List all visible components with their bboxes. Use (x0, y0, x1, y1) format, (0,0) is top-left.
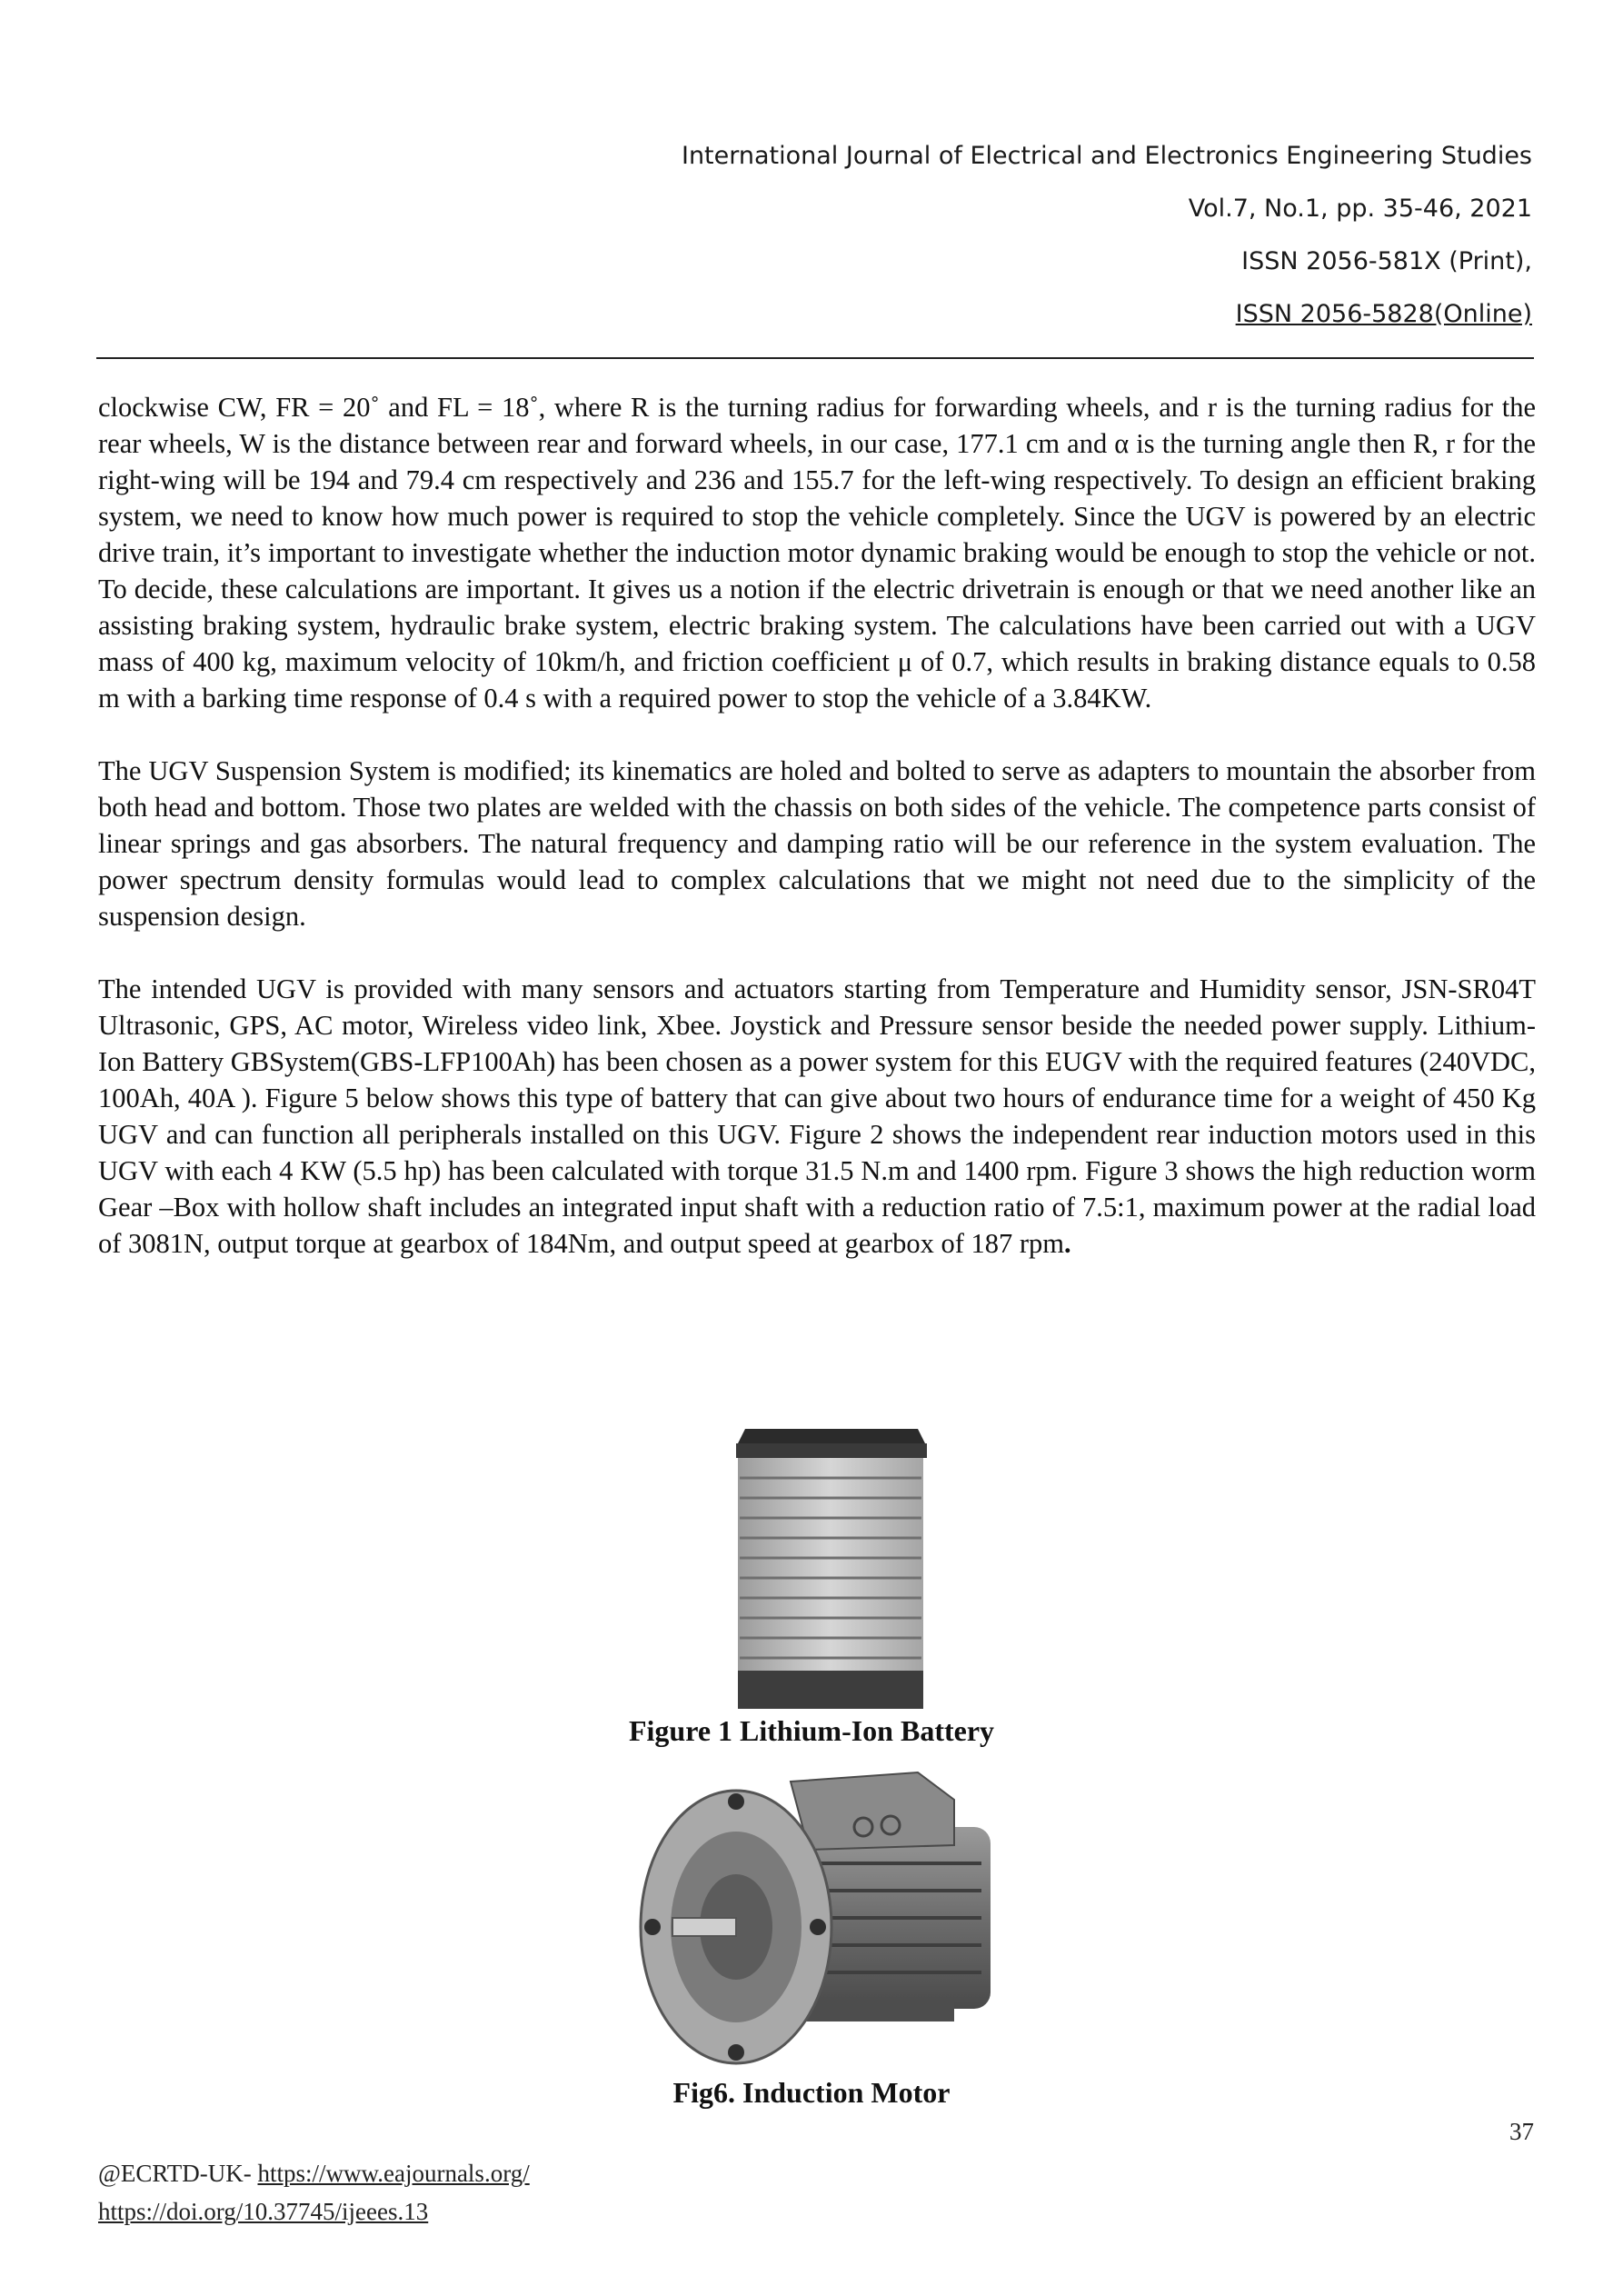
issn-print: ISSN 2056-581X (Print), (1241, 247, 1532, 275)
issn-online: ISSN 2056-5828(Online) (1235, 300, 1532, 328)
journal-header (682, 136, 1532, 347)
footer-line-2 (98, 2192, 530, 2231)
paragraph-braking: clockwise CW, FR = 20˚ and FL = 18˚, where R is the turning radius for forwarding wheels, and r is the turning radius for the rear wheels, W is the distance between rear and forward wheels, in our case, 177.1 cm and α is the turning angle then R, r for the right-wing will be 194 and 79.4 cm respectively and 236 and 155.7 for the left-wing respectively. To design an efficient braking system, we need to know how much power is required to stop the vehicle completely. Since the UGV is powered by an electric drive train, it’s important to investigate whether the induction motor dynamic braking would be enough to stop the vehicle or not. To decide, these calculations are important. It gives us a notion if the electric drivetrain is enough or that we need another like an assisting braking system, hydraulic brake system, electric braking system. The calculations have been carried out with a UGV mass of 400 kg, maximum velocity of 10km/h, and friction coefficient μ of 0.7, which results in braking distance equals to 0.58 m with a barking time response of 0.4 s with a required power to stop the vehicle of a 3.84KW. (98, 392, 1536, 714)
journal-volume: Vol.7, No.1, pp. 35-46, 2021 (1188, 195, 1532, 223)
paragraph-suspension: The UGV Suspension System is modified; its kinematics are holed and bolted to serve as adapters to mountain the absorber from both head and bottom. Those two plates are welded with the chassis on both sides of the vehicle. The competence parts consist of linear springs and gas absorbers. The natural frequency and damping ratio will be our reference in the system evaluation. The power spectrum density formulas would lead to complex calculations that we might not need due to the simplicity of the suspension design. (98, 755, 1536, 932)
figure2-caption: Fig6. Induction Motor (672, 2076, 951, 2109)
paragraph-sensors-text: The intended UGV is provided with many sensors and actuators starting from Temperature and Humidity sensor, JSN-SR04T Ultrasonic, GPS, AC motor, Wireless video link, Xbee. Joystick and Pressure sensor beside the needed power supply. Lithium-Ion Battery GBSystem(GBS-LFP100Ah) has been chosen as a power system for this EUGV with the required features (240VDC, 100Ah, 40A ). Figure 5 below shows this type of battery that can give about two hours of endurance time for a weight of 450 Kg UGV and can function all peripherals installed on this UGV. Figure 2 shows the independent rear induction motors used in this UGV with each 4 KW (5.5 hp) has been calculated with torque 31.5 N.m and 1400 rpm. Figure 3 shows the high reduction worm Gear –Box with hollow shaft includes an integrated input shaft with a reduction ratio of 7.5:1, maximum power at the radial load of 3081N, output torque at gearbox of 184Nm, and output speed at gearbox of 187 rpm (98, 973, 1536, 1259)
journal-website-link[interactable]: https://www.eajournals.org/ (257, 2160, 530, 2187)
page-number: 37 (1509, 2118, 1534, 2145)
body-text (98, 389, 1536, 1298)
battery-image (732, 1425, 929, 1709)
doi-link[interactable]: https://doi.org/10.37745/ijeees.13 (98, 2198, 429, 2225)
journal-title: International Journal of Electrical and Electronics Engineering Studies (681, 142, 1532, 170)
footer-line-1 (98, 2154, 530, 2192)
paragraph-sensors-end: . (1064, 1228, 1071, 1259)
header-rule (96, 357, 1534, 359)
page-footer (98, 2154, 530, 2231)
footer-publisher: @ECRTD-UK- (98, 2160, 258, 2187)
induction-motor-image (636, 1763, 1018, 2072)
figure1-caption: Figure 1 Lithium-Ion Battery (628, 1714, 995, 1747)
paragraph-sensors (98, 971, 1536, 1262)
